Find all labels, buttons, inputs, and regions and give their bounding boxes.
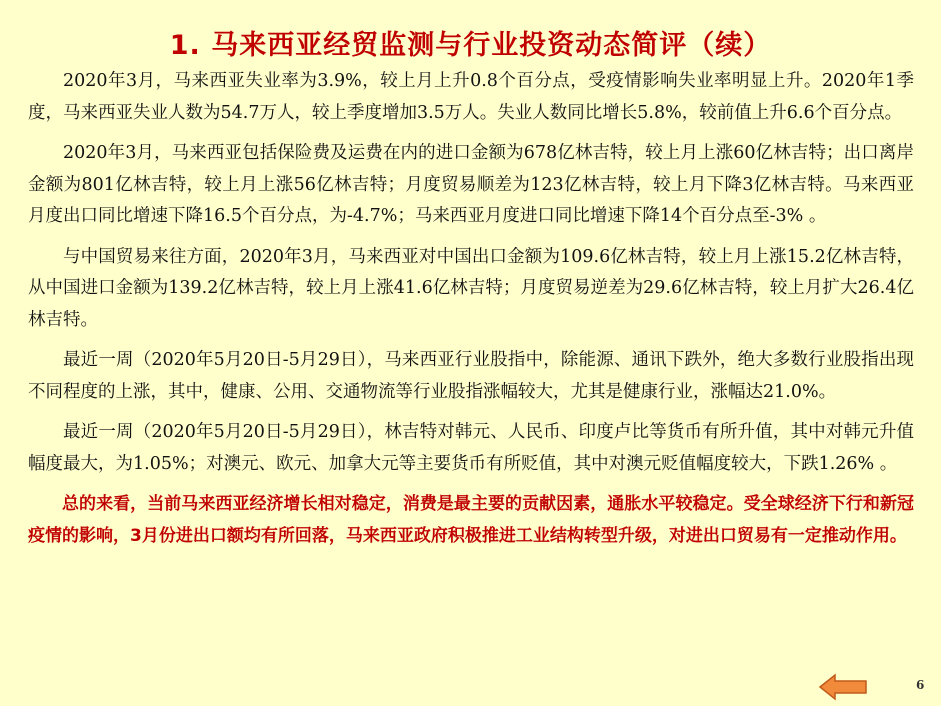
- paragraph-stock-index: 最近一周（2020年5月20日-5月29日），马来西亚行业股指中，除能源、通讯下跌外，绝大多数行业股指出现不同程度的上涨，其中，健康、公用、交通物流等行业股指涨幅较大，尤其是健康行业，涨幅达21.0%。: [28, 350, 914, 402]
- paragraph-china-trade: 与中国贸易来往方面，2020年3月，马来西亚对中国出口金额为109.6亿林吉特，较上月上涨15.2亿林吉特，从中国进口金额为139.2亿林吉特，较上月上涨41.6亿林吉特；月度贸易逆差为29.6亿林吉特，较上月扩大26.4亿林吉特。: [28, 246, 914, 330]
- paragraph-trade: 2020年3月，马来西亚包括保险费及运费在内的进口金额为678亿林吉特，较上月上涨60亿林吉特；出口离岸金额为801亿林吉特，较上月上涨56亿林吉特；月度贸易顺差为123亿林吉特，较上月下降3亿林吉特。马来西亚月度出口同比增速下降16.5个百分点，为-4.7%；马来西亚月度进口同比增速下降14个百分点至-3% 。: [28, 143, 914, 226]
- paragraph-summary: 总的来看，当前马来西亚经济增长相对稳定，消费是最主要的贡献因素，通胀水平较稳定。受全球经济下行和新冠疫情的影响，3月份进出口额均有所回落，马来西亚政府积极推进工业结构转型升级，对进出口贸易有一定推动作用。: [28, 494, 914, 546]
- paragraph-currency: 最近一周（2020年5月20日-5月29日），林吉特对韩元、人民币、印度卢比等货币有所升值，其中对韩元升值幅度最大，为1.05%；对澳元、欧元、加拿大元等主要货币有所贬值，其中对澳元贬值幅度较大，下跌1.26% 。: [28, 422, 914, 474]
- back-button[interactable]: [818, 673, 868, 701]
- page-number: 6: [916, 678, 925, 692]
- slide-body: [28, 66, 914, 561]
- slide-title: 1. 马来西亚经贸监测与行业投资动态简评（续）: [169, 30, 772, 61]
- paragraph-unemployment: 2020年3月，马来西亚失业率为3.9%，较上月上升0.8个百分点，受疫情影响失业率明显上升。2020年1季度，马来西亚失业人数为54.7万人，较上季度增加3.5万人。失业人数同比增长5.8%，较前值上升6.6个百分点。: [28, 71, 914, 123]
- left-arrow-icon: [818, 673, 868, 701]
